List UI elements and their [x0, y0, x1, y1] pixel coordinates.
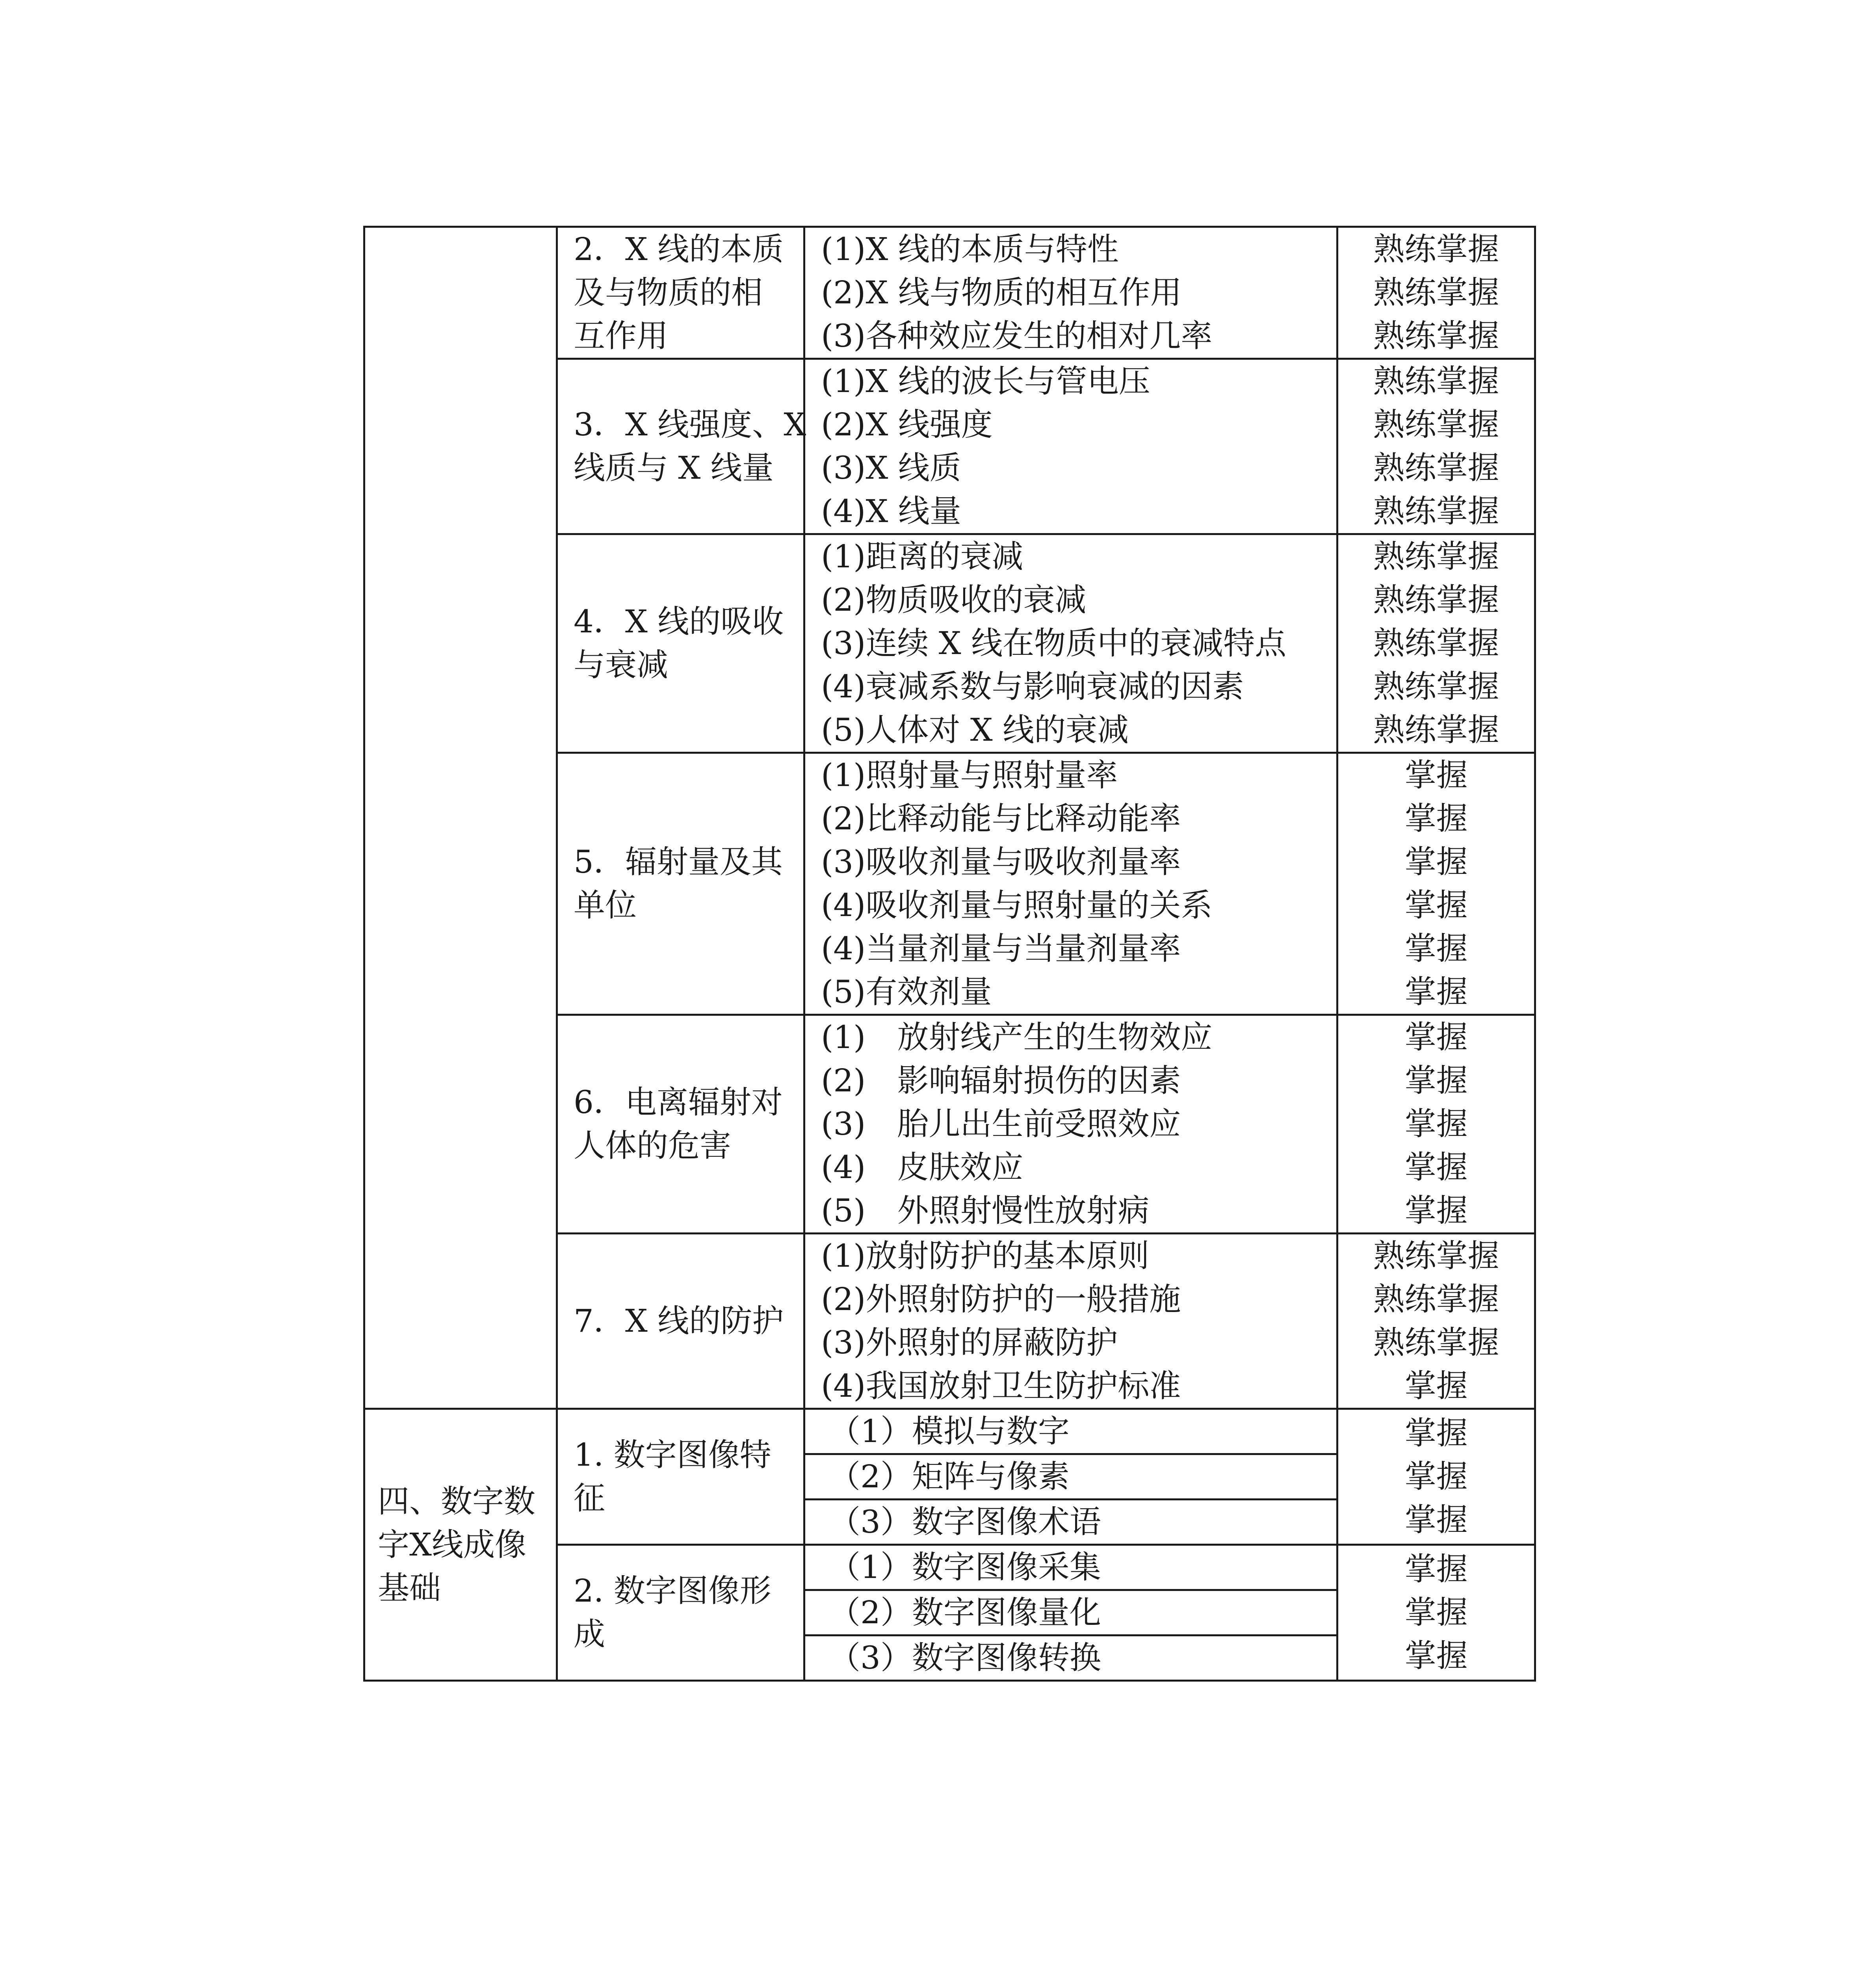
level-cell-line: 掌握 — [1404, 1106, 1468, 1142]
section-title-cell-line: 四、数字数 — [378, 1483, 535, 1520]
level-cell-line: 熟练掌握 — [1373, 1238, 1499, 1274]
topic-cell-line: 成 — [574, 1616, 605, 1652]
level-cell-line: 掌握 — [1404, 800, 1468, 837]
topic-cell-line: 人体的危害 — [574, 1127, 731, 1164]
topic-cell — [557, 359, 804, 534]
topic-cell-line: 7．X 线的防护 — [574, 1303, 784, 1339]
level-cell-line: 掌握 — [1404, 1062, 1468, 1099]
section-title-cell-line: 基础 — [378, 1569, 441, 1606]
level-cell-line: 掌握 — [1404, 887, 1468, 924]
items-cell-line: (1)X 线的本质与特性 — [821, 231, 1119, 268]
level-cell-line: 掌握 — [1404, 1458, 1468, 1495]
items-cell-line: (4)吸收剂量与照射量的关系 — [821, 887, 1213, 924]
items-cell-line: (4)衰减系数与影响衰减的因素 — [821, 668, 1244, 705]
level-cell-line: 熟练掌握 — [1373, 493, 1499, 530]
topic-cell-line: 5．辐射量及其 — [574, 844, 783, 880]
level-cell-line: 掌握 — [1404, 1149, 1468, 1186]
topic-cell-line: 6．电离辐射对 — [574, 1084, 783, 1121]
items-cell — [804, 1234, 1337, 1409]
items-cell — [804, 1545, 1337, 1681]
level-cell-line: 掌握 — [1404, 757, 1468, 794]
level-cell-line: 掌握 — [1404, 1368, 1468, 1404]
items-cell-line: (4)我国放射卫生防护标准 — [821, 1368, 1181, 1404]
items-cell-line: (4) 皮肤效应 — [821, 1149, 1023, 1186]
topic-cell-line: 及与物质的相 — [574, 274, 763, 311]
level-cell — [1337, 1015, 1535, 1234]
level-cell — [1337, 1545, 1535, 1681]
items-cell — [804, 753, 1337, 1015]
topic-cell-line: 与衰减 — [574, 647, 668, 683]
items-cell-line: (5)有效剂量 — [821, 974, 992, 1010]
level-cell-line: 掌握 — [1404, 1415, 1468, 1451]
items-cell-line: (2)比释动能与比释动能率 — [821, 800, 1181, 837]
topic-cell-line: 3．X 线强度、X — [574, 406, 806, 443]
level-cell-line: 熟练掌握 — [1373, 1324, 1499, 1361]
topic-cell-line: 1. 数字图像特 — [574, 1437, 771, 1473]
items-cell-line: (3)外照射的屏蔽防护 — [821, 1324, 1118, 1361]
level-cell — [1337, 1234, 1535, 1409]
items-cell-line: (5) 外照射慢性放射病 — [821, 1192, 1150, 1229]
items-cell — [804, 227, 1337, 359]
items-cell-line: （2）矩阵与像素 — [805, 1455, 1336, 1500]
level-cell-line: 掌握 — [1404, 930, 1468, 967]
level-cell-line: 熟练掌握 — [1373, 1281, 1499, 1318]
level-cell-line: 熟练掌握 — [1373, 668, 1499, 705]
items-cell-line: （2）数字图像量化 — [805, 1591, 1336, 1636]
items-cell-line: (1)照射量与照射量率 — [821, 757, 1118, 794]
table-row — [364, 1409, 1535, 1545]
level-cell-line: 熟练掌握 — [1373, 625, 1499, 662]
items-cell-line: (1) 放射线产生的生物效应 — [821, 1019, 1213, 1056]
items-cell-line: (2) 影响辐射损伤的因素 — [821, 1062, 1181, 1099]
level-cell-line: 掌握 — [1404, 1594, 1468, 1631]
level-cell-line: 熟练掌握 — [1373, 274, 1499, 311]
topic-cell — [557, 753, 804, 1015]
level-cell — [1337, 227, 1535, 359]
items-cell — [804, 534, 1337, 753]
items-cell — [804, 1409, 1337, 1545]
level-cell — [1337, 534, 1535, 753]
section-title-cell — [364, 1409, 557, 1681]
items-cell-line: (1)放射防护的基本原则 — [821, 1238, 1150, 1274]
level-cell-line: 熟练掌握 — [1373, 538, 1499, 575]
items-cell-line: (3)各种效应发生的相对几率 — [821, 318, 1213, 354]
items-cell-line: (1)X 线的波长与管电压 — [821, 363, 1150, 400]
items-cell-line: (3) 胎儿出生前受照效应 — [821, 1106, 1181, 1142]
topic-cell — [557, 534, 804, 753]
items-cell-line: (5)人体对 X 线的衰减 — [821, 712, 1129, 748]
items-cell-line: （1）模拟与数字 — [805, 1410, 1336, 1455]
items-cell-line: (3)X 线质 — [821, 450, 961, 486]
level-cell-line: 掌握 — [1404, 844, 1468, 880]
items-cell-line: (3)连续 X 线在物质中的衰减特点 — [821, 625, 1287, 662]
level-cell-line: 掌握 — [1404, 974, 1468, 1010]
level-cell-line: 熟练掌握 — [1373, 363, 1499, 400]
topic-cell-line: 线质与 X 线量 — [574, 450, 774, 486]
items-cell-line: (2)X 线与物质的相互作用 — [821, 274, 1182, 311]
topic-cell-line: 互作用 — [574, 318, 668, 354]
items-cell-line: （3）数字图像转换 — [829, 1639, 1101, 1676]
level-cell-line: 熟练掌握 — [1373, 318, 1499, 354]
section-title-cell-line: 字X线成像 — [378, 1526, 526, 1563]
items-cell-line: (1)距离的衰减 — [821, 538, 1023, 575]
syllabus-table-body — [364, 227, 1535, 1681]
level-cell — [1337, 359, 1535, 534]
level-cell-line: 掌握 — [1404, 1192, 1468, 1229]
topic-cell-line: 单位 — [574, 887, 637, 924]
level-cell-line: 熟练掌握 — [1373, 231, 1499, 268]
items-cell-line: (2)物质吸收的衰减 — [821, 582, 1087, 618]
level-cell-line: 掌握 — [1404, 1019, 1468, 1056]
topic-cell — [557, 1234, 804, 1409]
topic-cell-line: 2. 数字图像形 — [574, 1572, 771, 1609]
topic-cell — [557, 1409, 804, 1545]
topic-cell — [557, 1545, 804, 1681]
level-cell-line: 掌握 — [1404, 1637, 1468, 1674]
syllabus-table — [363, 226, 1536, 1682]
topic-cell-line: 2．X 线的本质 — [574, 231, 784, 268]
table-row — [364, 227, 1535, 359]
level-cell-line: 掌握 — [1404, 1502, 1468, 1538]
level-cell — [1337, 1409, 1535, 1545]
section-title-cell — [364, 227, 557, 1409]
items-cell-line: （3）数字图像术语 — [829, 1504, 1101, 1540]
items-cell-line: （1）数字图像采集 — [805, 1546, 1336, 1591]
items-cell-line: (2)X 线强度 — [821, 406, 993, 443]
items-cell — [804, 1015, 1337, 1234]
items-cell — [804, 359, 1337, 534]
level-cell — [1337, 753, 1535, 1015]
level-cell-line: 熟练掌握 — [1373, 712, 1499, 748]
items-cell-line: (4)当量剂量与当量剂量率 — [821, 930, 1181, 967]
level-cell-line: 熟练掌握 — [1373, 406, 1499, 443]
level-cell-line: 掌握 — [1404, 1551, 1468, 1587]
topic-cell-line: 征 — [574, 1480, 605, 1517]
topic-cell — [557, 1015, 804, 1234]
level-cell-line: 熟练掌握 — [1373, 582, 1499, 618]
items-cell-line: (3)吸收剂量与吸收剂量率 — [821, 844, 1181, 880]
topic-cell-line: 4．X 线的吸收 — [574, 603, 784, 640]
level-cell-line: 熟练掌握 — [1373, 450, 1499, 486]
items-cell-line: (2)外照射防护的一般措施 — [821, 1281, 1181, 1318]
topic-cell — [557, 227, 804, 359]
items-cell-line: (4)X 线量 — [821, 493, 961, 530]
